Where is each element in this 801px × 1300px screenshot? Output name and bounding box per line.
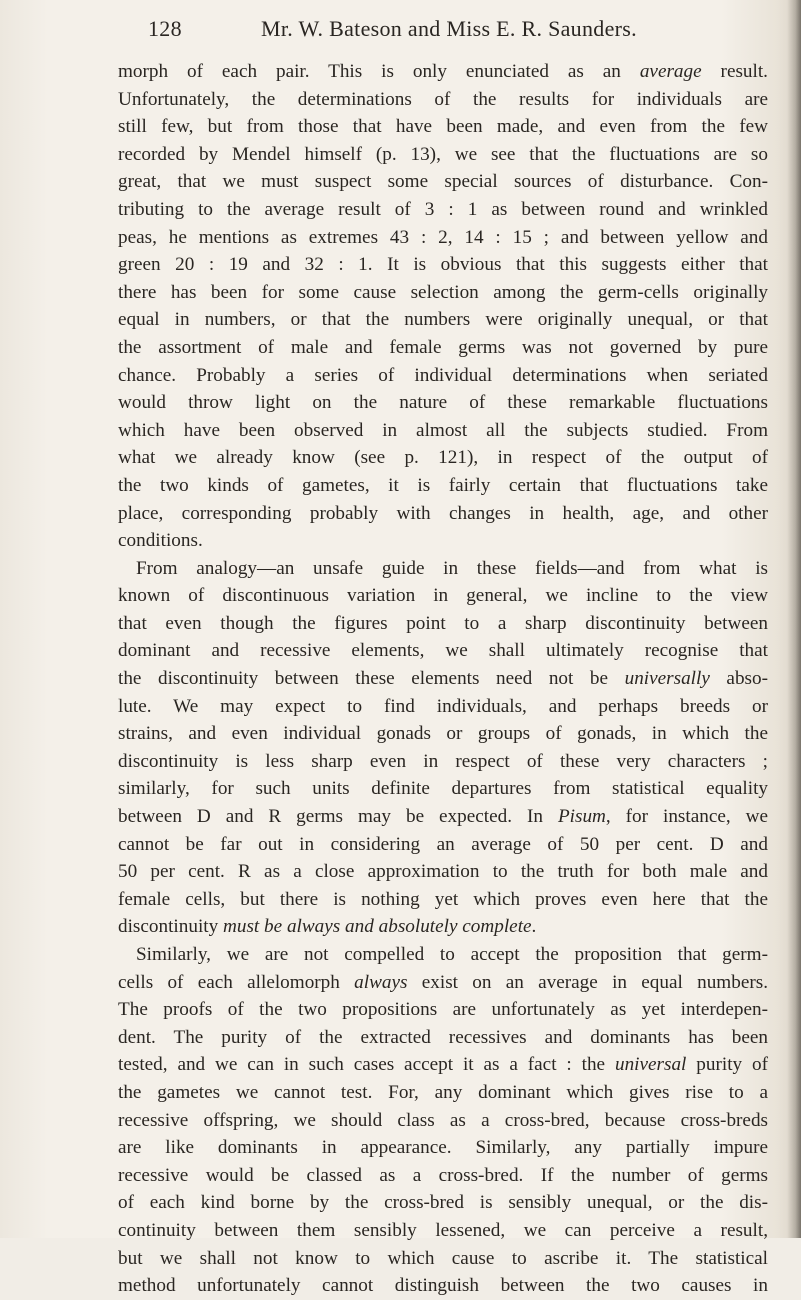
text-line bbox=[118, 334, 768, 362]
italic-text: universal bbox=[614, 1054, 687, 1076]
text-line bbox=[118, 306, 768, 334]
line-text: method unfortunately cannot distinguish between the two causes in bbox=[118, 1275, 768, 1297]
text-line bbox=[118, 913, 768, 941]
line-text: would throw light on the nature of these remarkable fluctuations bbox=[118, 392, 768, 414]
line-text: purity of bbox=[686, 1054, 768, 1076]
line-text: tributing to the average result of 3 : 1 as between round and wrinkled bbox=[118, 198, 768, 220]
text-line bbox=[118, 637, 768, 665]
line-text: tested, and we can in such cases accept it as a fact : the bbox=[118, 1054, 615, 1076]
line-text: result. bbox=[701, 61, 768, 82]
line-text: exist on an average in equal numbers. bbox=[407, 971, 768, 993]
text-line bbox=[118, 996, 768, 1024]
line-text: The proofs of the two propositions are unfortunately as yet interdepen- bbox=[118, 999, 768, 1021]
text-line bbox=[118, 362, 768, 390]
text-line bbox=[118, 58, 768, 86]
text-line bbox=[118, 969, 768, 997]
line-text: morph of each pair. This is only enunciated as an bbox=[118, 61, 640, 82]
line-text: dent. The purity of the extracted recessives and dominants has been bbox=[118, 1026, 768, 1048]
text-line bbox=[118, 693, 768, 721]
text-line bbox=[118, 527, 768, 555]
italic-text: always bbox=[354, 971, 408, 993]
text-line bbox=[118, 1134, 768, 1162]
text-line bbox=[118, 417, 768, 445]
line-text: discontinuity bbox=[118, 916, 223, 938]
italic-text: must be always and absolutely complete bbox=[223, 916, 532, 938]
line-text: which have been observed in almost all the subjects studied. From bbox=[118, 419, 768, 441]
line-text: equal in numbers, or that the numbers were originally unequal, or that bbox=[118, 309, 768, 331]
line-text: abso- bbox=[709, 668, 768, 690]
italic-text: Pisum bbox=[557, 806, 606, 828]
text-line bbox=[118, 610, 768, 638]
text-line bbox=[118, 1107, 768, 1135]
text-line bbox=[118, 444, 768, 472]
text-line bbox=[118, 196, 768, 224]
text-line bbox=[118, 831, 768, 859]
line-text: recessive offspring, we should class as a cross-bred, because cross-breds bbox=[118, 1109, 768, 1131]
line-text: similarly, for such units definite departures from statistical equality bbox=[118, 778, 768, 800]
page-edge-shadow bbox=[787, 0, 801, 1238]
text-line bbox=[118, 720, 768, 748]
line-text: Similarly, we are not compelled to accept the proposition that germ- bbox=[136, 944, 768, 965]
line-text: cells of each allelomorph bbox=[118, 971, 355, 993]
line-text: that even though the figures point to a sharp discontinuity between bbox=[118, 612, 768, 634]
line-text: recorded by Mendel himself (p. 13), we see that the fluctuations are so bbox=[118, 143, 768, 165]
text-line bbox=[118, 748, 768, 776]
text-line bbox=[118, 472, 768, 500]
page-header bbox=[148, 16, 748, 50]
line-text: still few, but from those that have been made, and even from the few bbox=[118, 116, 768, 138]
text-line bbox=[118, 555, 768, 583]
line-text: what we already know (see p. 121), in respect of the output of bbox=[118, 447, 768, 469]
line-text: chance. Probably a series of individual determinations when seriated bbox=[118, 364, 768, 386]
text-line bbox=[118, 389, 768, 417]
text-line bbox=[118, 113, 768, 141]
text-line bbox=[118, 500, 768, 528]
text-line bbox=[118, 1245, 768, 1273]
text-line bbox=[118, 141, 768, 169]
text-line bbox=[118, 775, 768, 803]
line-text: the gametes we cannot test. For, any dominant which gives rise to a bbox=[118, 1081, 768, 1103]
line-text: female cells, but there is nothing yet which proves even here that the bbox=[118, 888, 768, 910]
line-text: known of discontinuous variation in general, we incline to the view bbox=[118, 585, 768, 607]
line-text: dominant and recessive elements, we shall ultimately recognise that bbox=[118, 640, 768, 662]
line-text: there has been for some cause selection among the germ-cells originally bbox=[118, 281, 768, 303]
text-line bbox=[118, 279, 768, 307]
text-line bbox=[118, 858, 768, 886]
line-text: are like dominants in appearance. Similarly, any partially impure bbox=[118, 1137, 768, 1159]
line-text: continuity between them sensibly lessened, we can perceive a result, bbox=[118, 1219, 768, 1241]
line-text: the two kinds of gametes, it is fairly certain that fluctuations take bbox=[118, 474, 768, 496]
line-text: , for instance, we bbox=[605, 806, 768, 828]
italic-text: universally bbox=[624, 668, 710, 690]
italic-text: average bbox=[639, 61, 702, 82]
line-text: recessive would be classed as a cross-bred. If the number of germs bbox=[118, 1164, 768, 1186]
line-text: discontinuity is less sharp even in respect of these very characters ; bbox=[118, 750, 768, 772]
line-text: great, that we must suspect some special sources of disturbance. Con- bbox=[118, 171, 768, 193]
line-text: cannot be far out in considering an average of 50 per cent. D and bbox=[118, 833, 768, 855]
text-line bbox=[118, 251, 768, 279]
line-text: lute. We may expect to find individuals, and perhaps breeds or bbox=[118, 695, 768, 717]
text-line bbox=[118, 582, 768, 610]
line-text: of each kind borne by the cross-bred is sensibly unequal, or the dis- bbox=[118, 1192, 768, 1214]
text-line bbox=[118, 168, 768, 196]
text-line bbox=[118, 1024, 768, 1052]
text-line bbox=[118, 86, 768, 114]
text-line bbox=[118, 941, 768, 969]
text-line bbox=[118, 1162, 768, 1190]
text-line bbox=[118, 1189, 768, 1217]
line-text: . bbox=[531, 916, 537, 938]
text-line bbox=[118, 1272, 768, 1300]
text-line bbox=[118, 224, 768, 252]
text-line bbox=[118, 1051, 768, 1079]
text-line bbox=[118, 886, 768, 914]
line-text: conditions. bbox=[118, 530, 203, 552]
text-line bbox=[118, 1217, 768, 1245]
line-text: but we shall not know to which cause to ascribe it. The statistical bbox=[118, 1247, 768, 1269]
line-text: the discontinuity between these elements need not be bbox=[118, 668, 625, 690]
body-text bbox=[118, 58, 768, 1300]
running-head: Mr. W. Bateson and Miss E. R. Saunders. bbox=[261, 16, 637, 41]
text-line bbox=[118, 803, 768, 831]
line-text: strains, and even individual gonads or groups of gonads, in which the bbox=[118, 723, 768, 745]
line-text: From analogy—an unsafe guide in these fields—and from what is bbox=[136, 557, 768, 579]
line-text: place, corresponding probably with changes in health, age, and other bbox=[118, 502, 768, 524]
text-line bbox=[118, 665, 768, 693]
line-text: Unfortunately, the determinations of the results for individuals are bbox=[118, 88, 768, 110]
line-text: the assortment of male and female germs was not governed by pure bbox=[118, 336, 768, 358]
text-line bbox=[118, 1079, 768, 1107]
line-text: 50 per cent. R as a close approximation to the truth for both male and bbox=[118, 861, 768, 883]
line-text: green 20 : 19 and 32 : 1. It is obvious that this suggests either that bbox=[118, 254, 768, 276]
line-text: between D and R germs may be expected. In bbox=[118, 806, 558, 828]
page-number: 128 bbox=[148, 16, 182, 41]
line-text: peas, he mentions as extremes 43 : 2, 14 : 15 ; and between yellow and bbox=[118, 226, 768, 248]
